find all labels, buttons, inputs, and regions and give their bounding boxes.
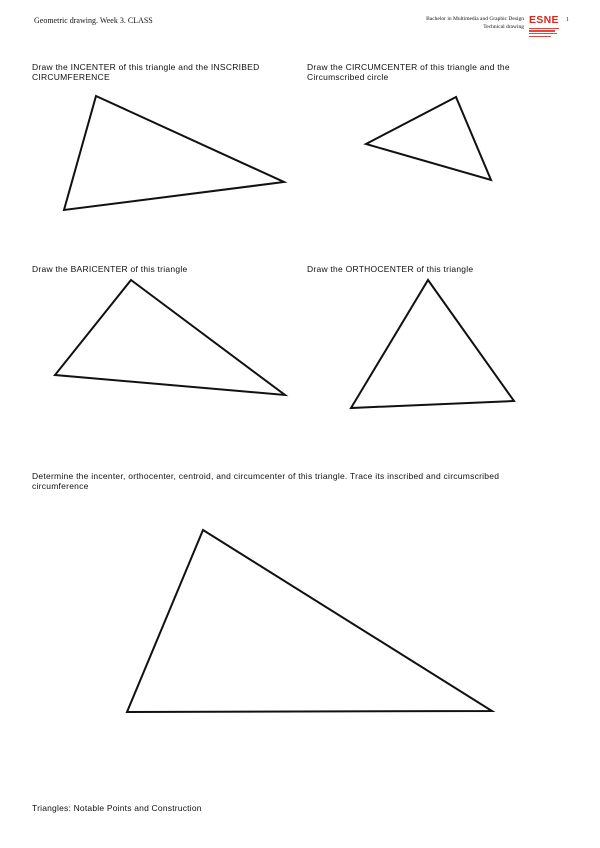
logo-text: ESNE	[529, 14, 559, 26]
triangle-orthocenter	[351, 280, 514, 408]
footer-text: Triangles: Notable Points and Construction	[32, 803, 202, 813]
instruction-incenter: Draw the INCENTER of this triangle and the INSCRIBED CIRCUMFERENCE	[32, 62, 260, 82]
triangle-incenter	[64, 96, 284, 210]
instruction-baricenter: Draw the BARICENTER of this triangle	[32, 264, 188, 274]
triangle-baricenter	[55, 280, 285, 395]
triangle-all-points	[127, 530, 492, 712]
instruction-orthocenter: Draw the ORTHOCENTER of this triangle	[307, 264, 474, 274]
program-name: Bachelor in Multimedia and Graphic Design	[426, 16, 524, 22]
document-title: Geometric drawing. Week 3. CLASS	[34, 16, 153, 25]
page-number: 1	[566, 17, 569, 23]
instruction-circumcenter: Draw the CIRCUMCENTER of this triangle and the Circumscribed circle	[307, 62, 510, 82]
subject-name: Technical drawing	[483, 24, 524, 30]
triangle-circumcenter	[366, 97, 491, 180]
instruction-all-points: Determine the incenter, orthocenter, centroid, and circumcenter of this triangle. Trace its inscribed and circumscribed circumference	[32, 471, 500, 491]
